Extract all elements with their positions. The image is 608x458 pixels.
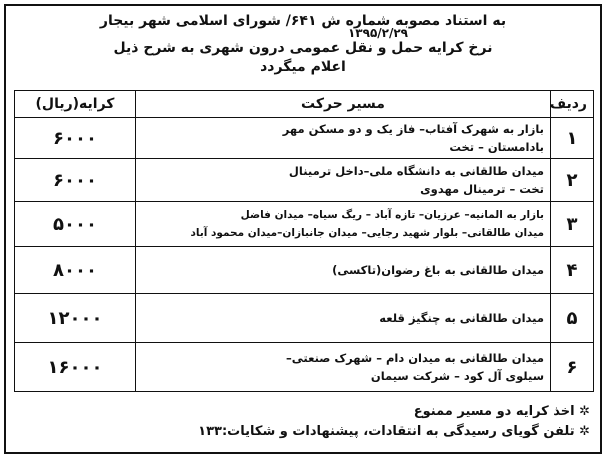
fare-notice (4, 4, 602, 454)
table-row (15, 202, 594, 247)
header-line-1: به استناد مصوبه شماره ش ۶۴۱/ شورای اسلامی شهر بیجار (99, 13, 507, 29)
fare-cell: ۱۶۰۰۰ (15, 343, 136, 392)
route-cell (136, 294, 551, 343)
fare-cell: ۸۰۰۰ (15, 247, 136, 294)
route-line: میدان طالقانی به میدان دام – شهرک صنعتی– (286, 351, 544, 365)
footer-note-fare-rule: ✲ اخذ کرایه دو مسیر ممنوع (413, 404, 590, 419)
table-row (15, 159, 594, 202)
route-cell (136, 118, 551, 159)
route-cell (136, 159, 551, 202)
row-index: ۱ (551, 118, 594, 159)
column-header-route: مسیر حرکت (136, 91, 551, 118)
row-index: ۲ (551, 159, 594, 202)
route-line: میدان طالقانی به چنگیز قلعه (379, 311, 544, 325)
row-index: ۶ (551, 343, 594, 392)
route-line: تخت – ترمینال مهدوی (420, 182, 544, 196)
fare-cell: ۶۰۰۰ (15, 159, 136, 202)
route-cell (136, 343, 551, 392)
row-index: ۵ (551, 294, 594, 343)
footer-note-hotline: ✲ تلفن گویای رسیدگی به انتقادات، پیشنهادات و شکایات:۱۳۳ (198, 424, 590, 439)
table-row (15, 294, 594, 343)
route-line: بازار به المانیه– عرزیان– تازه آباد – ریگ سیاه– میدان فاضل (240, 209, 544, 221)
route-line: بادامستان – تخت (449, 140, 544, 154)
row-index: ۳ (551, 202, 594, 247)
column-header-fare: کرایه(ریال) (15, 91, 136, 118)
route-line: سیلوی آل کود – شرکت سیمان (370, 369, 544, 383)
route-cell (136, 202, 551, 247)
header-line-3: اعلام میگردد (260, 59, 346, 75)
header-line-2: نرخ کرایه حمل و نقل عمومی درون شهری به شرح ذیل (113, 40, 493, 56)
table-row (15, 247, 594, 294)
header-date: ۱۳۹۵/۲/۲۹ (347, 26, 409, 40)
fare-table (14, 90, 594, 392)
notice-header (14, 12, 592, 88)
route-line: بازار به شهرک آفتاب– فاز یک و دو مسکن مهر (282, 122, 544, 136)
table-header-row (15, 91, 594, 118)
column-header-index: ردیف (551, 91, 594, 118)
fare-cell: ۶۰۰۰ (15, 118, 136, 159)
fare-cell: ۱۲۰۰۰ (15, 294, 136, 343)
route-line: میدان طالقانی– بلوار شهید رجایی– میدان جانبازان–میدان محمود آباد (190, 227, 544, 239)
fare-cell: ۵۰۰۰ (15, 202, 136, 247)
notice-footer (16, 402, 590, 442)
route-line: میدان طالقانی به دانشگاه ملی–داخل ترمینال (288, 164, 544, 178)
table-row (15, 118, 594, 159)
table-row (15, 343, 594, 392)
route-line: میدان طالقانی به باغ رضوان(تاکسی) (332, 263, 544, 277)
route-cell (136, 247, 551, 294)
row-index: ۴ (551, 247, 594, 294)
